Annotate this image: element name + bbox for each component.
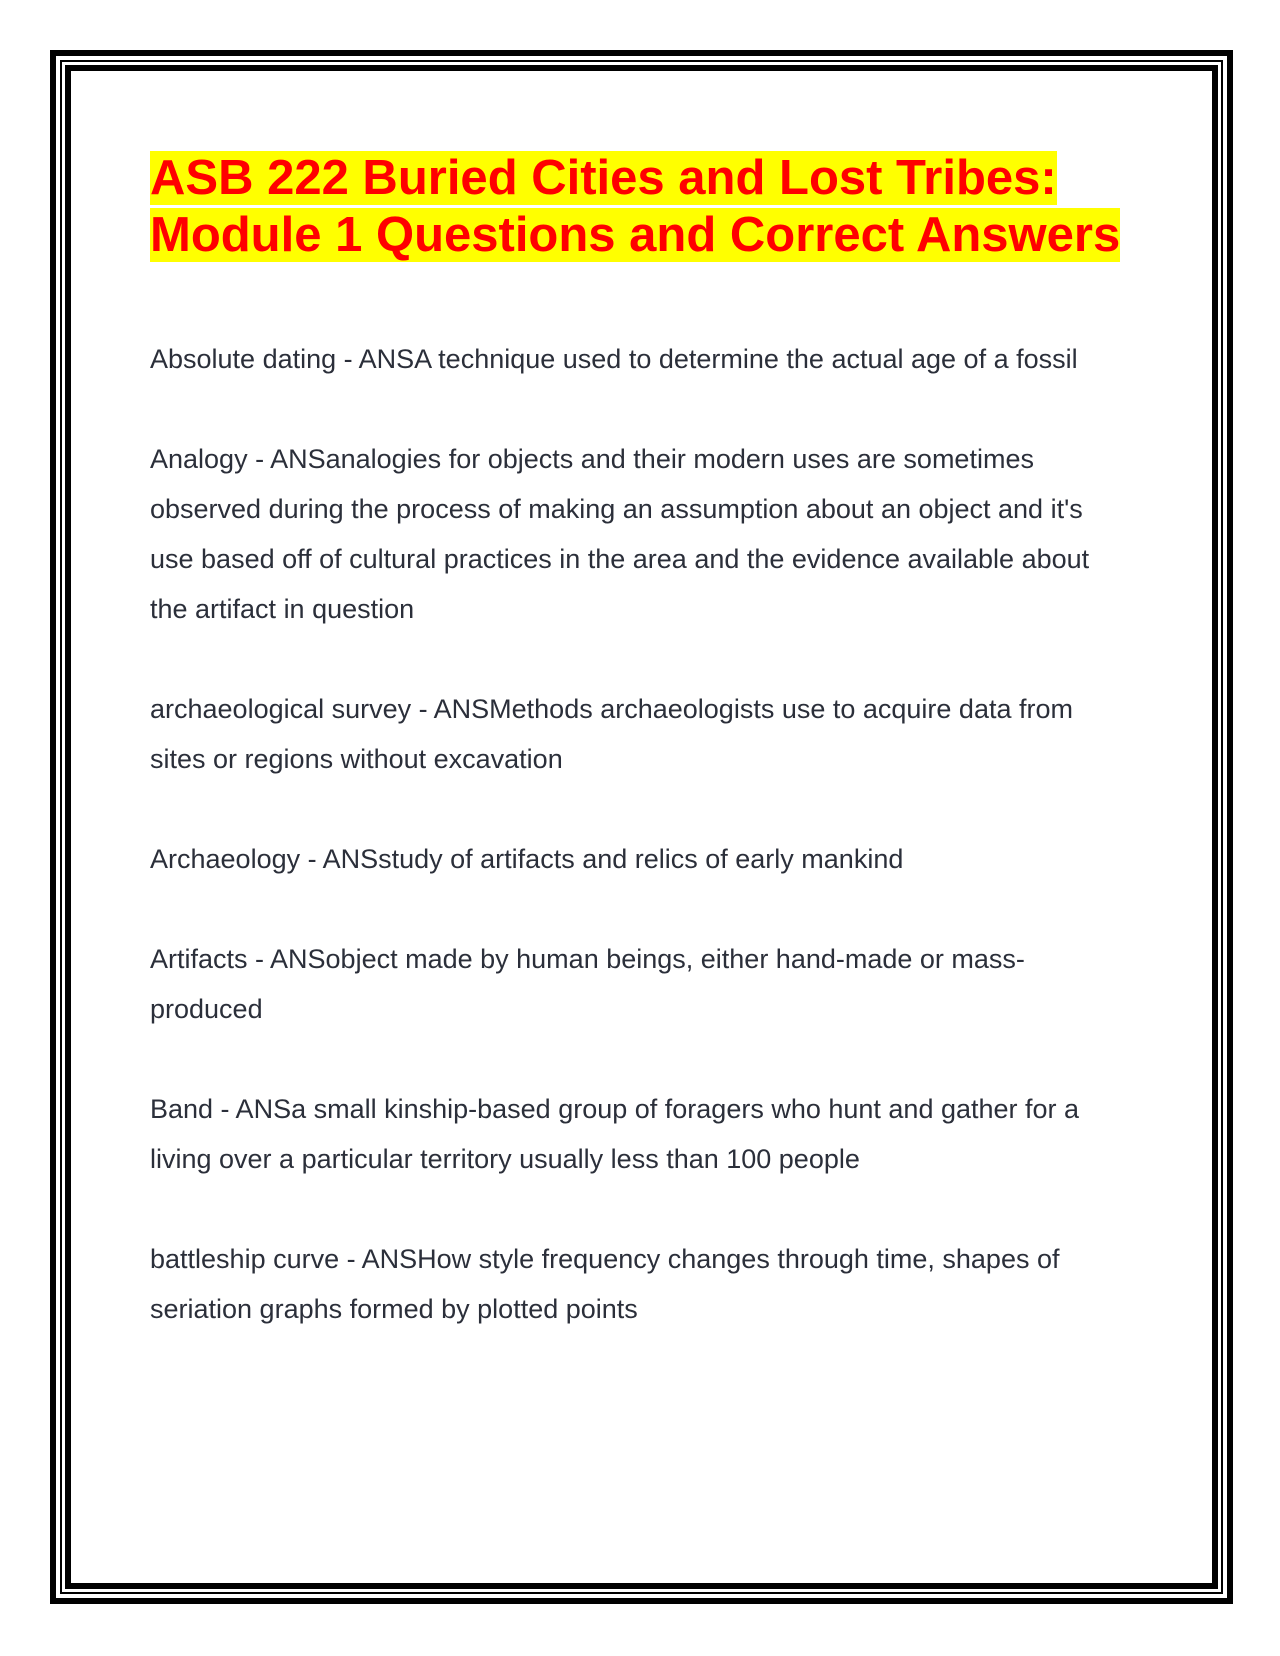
glossary-entry-band: Band - ANSa small kinship-based group of foragers who hunt and gather for a living over a particular territory usually less than 100 people — [150, 1094, 1080, 1174]
document-title — [150, 150, 1130, 264]
document-title-text: ASB 222 Buried Cities and Lost Tribes: Module 1 Questions and Correct Answers — [150, 151, 1121, 262]
document-content — [150, 150, 1130, 1384]
glossary-entry-archaeological-survey: archaeological survey - ANSMethods archaeologists use to acquire data from sites or regions without excavation — [150, 694, 1073, 774]
glossary-entry-artifacts: Artifacts - ANSobject made by human beings, either hand-made or mass-produced — [150, 944, 1025, 1024]
glossary-entry-absolute-dating: Absolute dating - ANSA technique used to determine the actual age of a fossil — [150, 344, 1078, 374]
glossary-entry-battleship-curve: battleship curve - ANSHow style frequency changes through time, shapes of seriation graphs formed by plotted points — [150, 1244, 1060, 1324]
glossary-entries — [150, 334, 1130, 1334]
glossary-entry-archaeology: Archaeology - ANSstudy of artifacts and relics of early mankind — [150, 844, 904, 874]
glossary-entry-analogy: Analogy - ANSanalogies for objects and their modern uses are sometimes observed during the process of making an assumption about an object and it's use based off of cultural practices in the area and the evidence available about the artifact in question — [150, 444, 1090, 624]
